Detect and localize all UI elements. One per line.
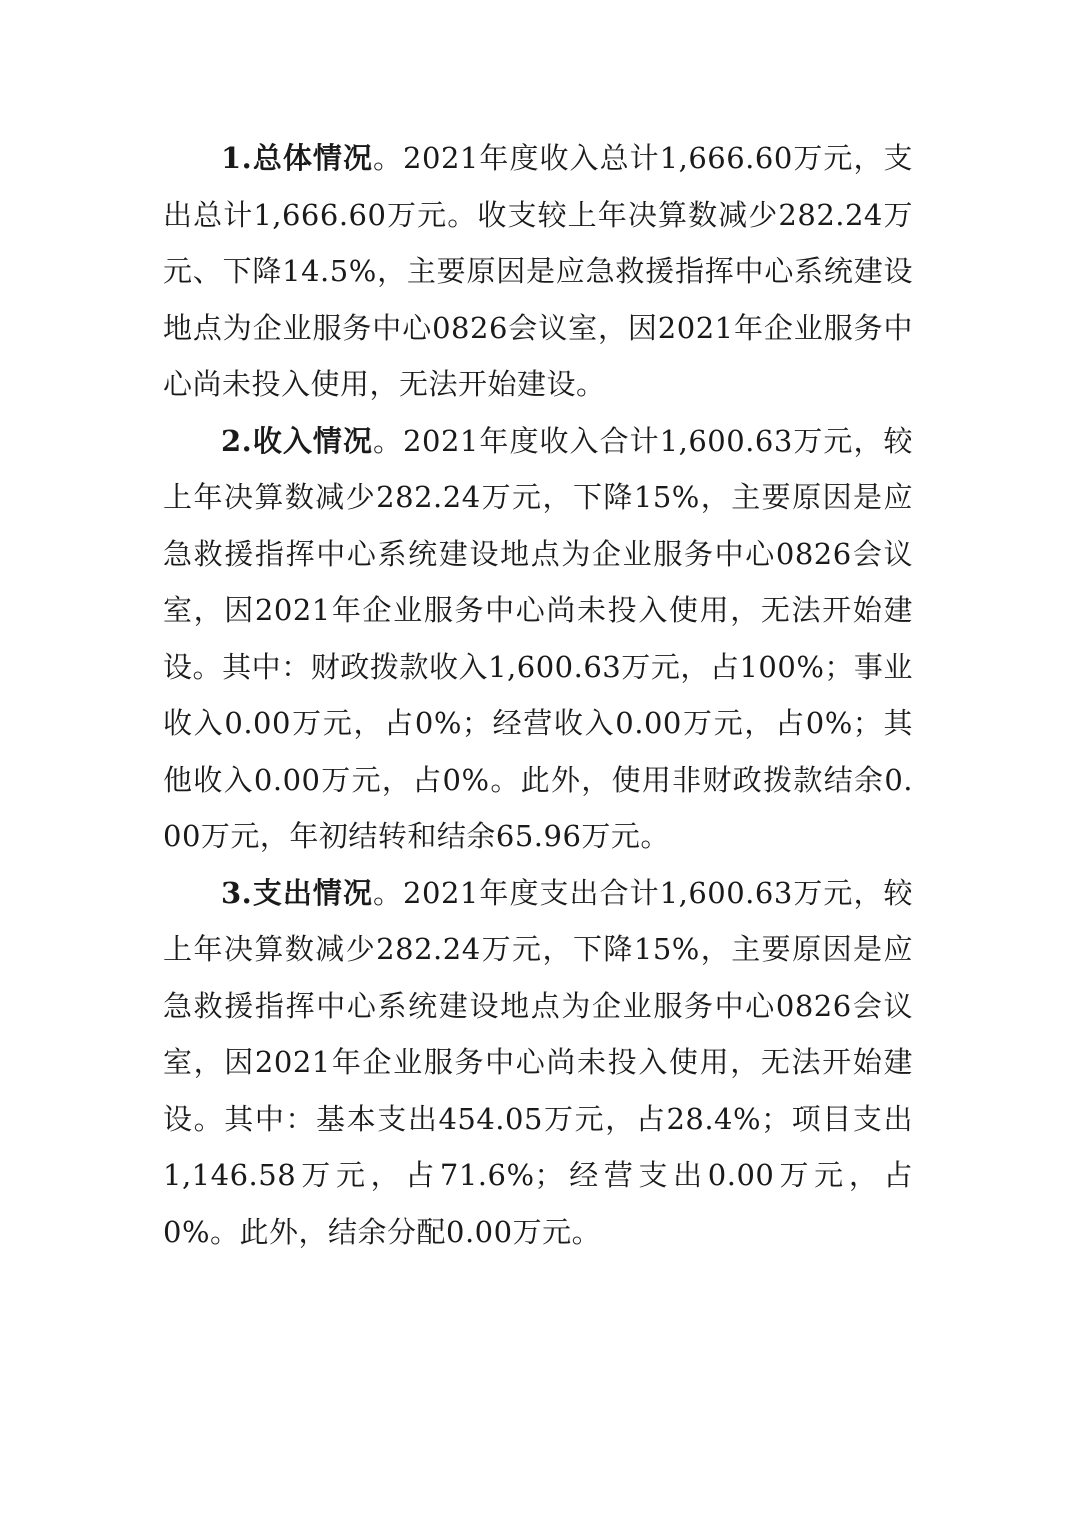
paragraph-text: 。2021年度支出合计1,600.63万元，较上年决算数减少282.24万元，下降15%，主要原因是应急救援指挥中心系统建设地点为企业服务中心0826会议室，因2021年企业服务中心尚未投入使用，无法开始建设。其中：基本支出454.05万元，占28.4%；项目支出1,146.58万元，占71.6%；经营支出0.00万元，占0%。此外，结余分配0.00万元。 (163, 875, 913, 1249)
paragraph-text: 。2021年度收入总计1,666.60万元，支出总计1,666.60万元。收支较上年决算数减少282.24万元、下降14.5%，主要原因是应急救援指挥中心系统建设地点为企业服务中心0826会议室，因2021年企业服务中心尚未投入使用，无法开始建设。 (163, 141, 913, 401)
document-body (163, 130, 913, 1260)
paragraph-income (163, 413, 913, 865)
paragraph-text: 。2021年度收入合计1,600.63万元，较上年决算数减少282.24万元，下降15%，主要原因是应急救援指挥中心系统建设地点为企业服务中心0826会议室，因2021年企业服务中心尚未投入使用，无法开始建设。其中：财政拨款收入1,600.63万元，占100%；事业收入0.00万元，占0%；经营收入0.00万元，占0%；其他收入0.00万元，占0%。此外，使用非财政拨款结余0.00万元，年初结转和结余65.96万元。 (163, 423, 913, 853)
paragraph-expenditure (163, 865, 913, 1261)
paragraph-heading: 2.收入情况 (221, 423, 373, 458)
paragraph-heading: 3.支出情况 (221, 875, 373, 910)
paragraph-overall (163, 130, 913, 413)
paragraph-heading: 1.总体情况 (221, 141, 373, 175)
